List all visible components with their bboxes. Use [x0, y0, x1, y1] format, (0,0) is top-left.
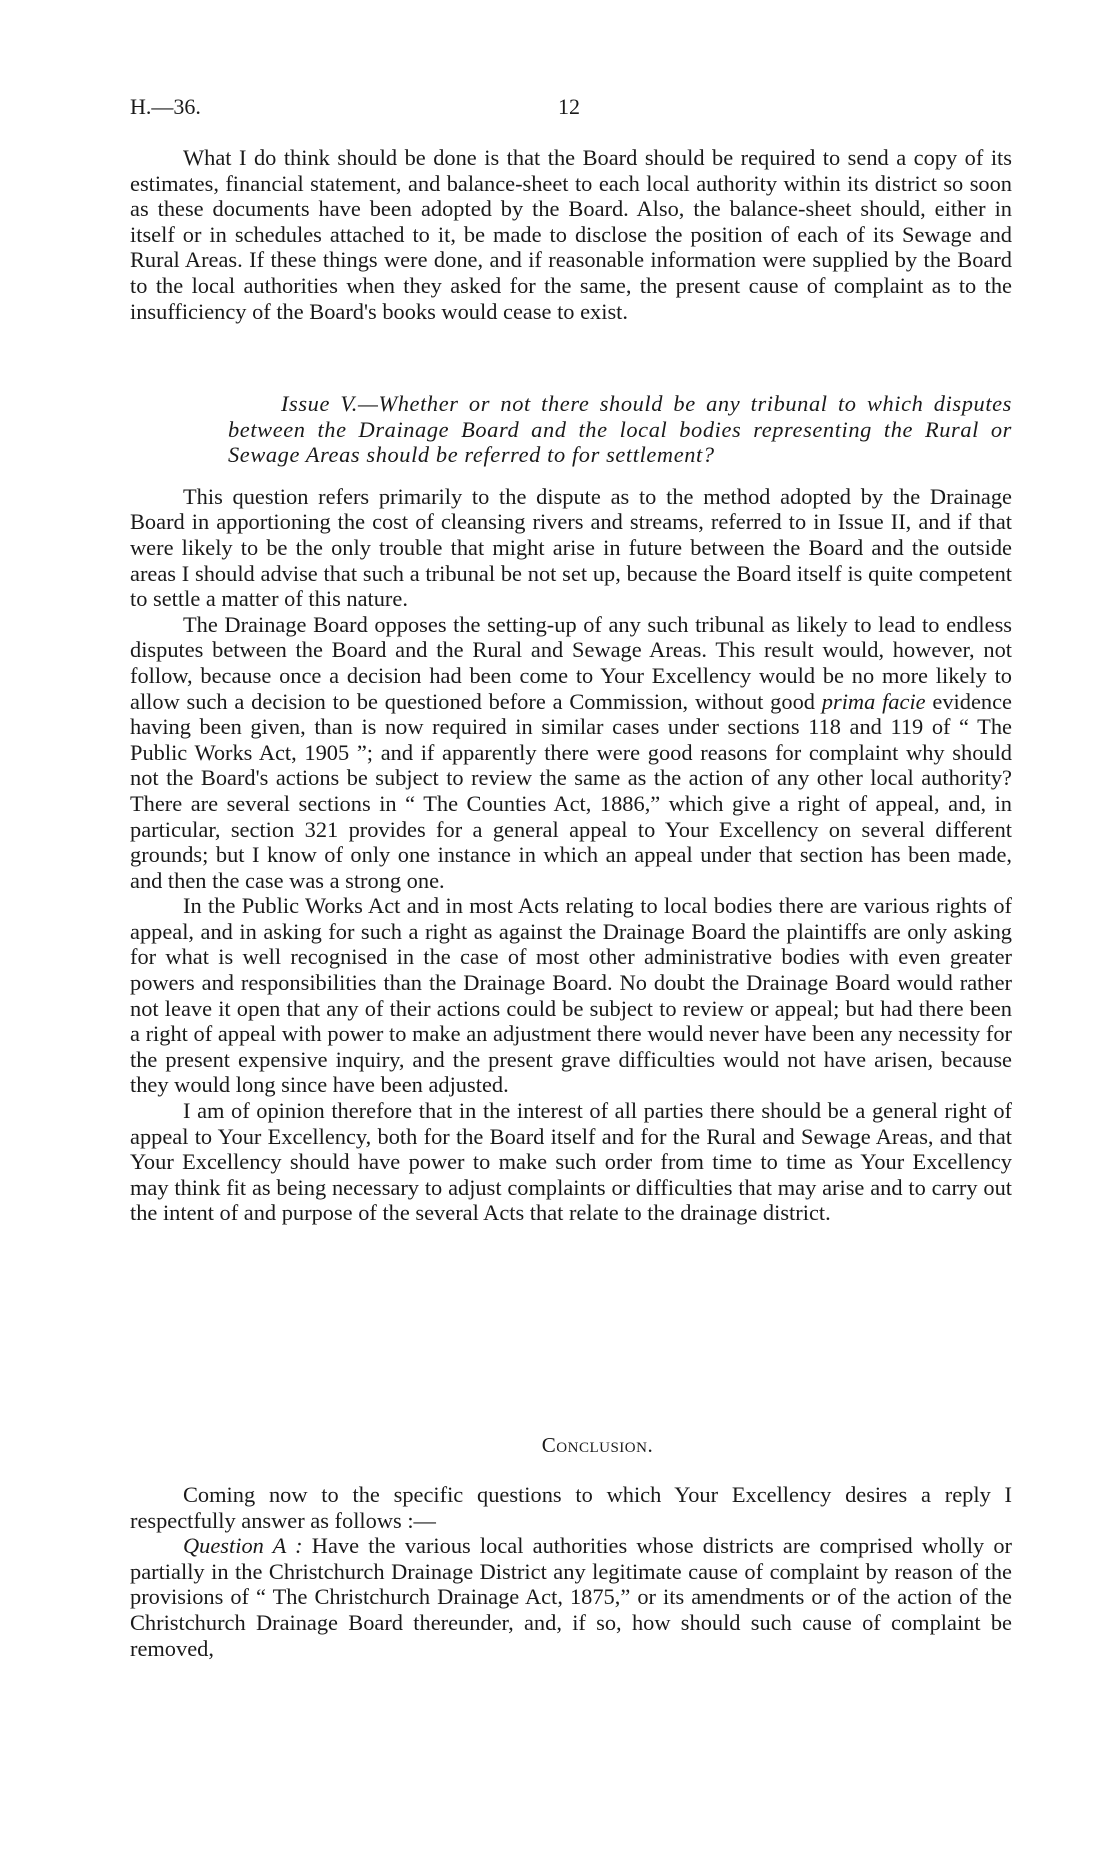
page-header: [130, 94, 1010, 122]
page-number: 12: [558, 94, 580, 119]
paragraph-balance-sheet: What I do think should be done is that the Board should be required to send a copy of its estimates, financial statement, and balance-sheet to each local authority within its district so soon as these documents have been adopted by the Board. Also, the balance-sheet should, either in itself or in schedules attached to it, be made to disclose the position of each of its Sewage and Rural Areas. If these things were done, and if reasonable information were supplied by the Board to the local authorities when they asked for the same, the present cause of complaint as to the insufficiency of the Board's books would cease to exist.: [130, 145, 1012, 324]
paragraph-question-a: [130, 1533, 1012, 1661]
question-a-label: Question A :: [183, 1533, 303, 1559]
question-a-text: Have the various local authorities whose districts are comprised wholly or partially in the Christchurch Drainage District any legitimate cause of complaint by reason of the provisions of “ The Christchurch Drainage Act, 1875,” or its amendments or of the action of the Christchurch Drainage Board thereunder, and, if so, how should such cause of complaint be removed,: [130, 1533, 1012, 1661]
section-issue-v: [130, 391, 1012, 1226]
paragraph-specific-questions: Coming now to the specific questions to which Your Excellency desires a reply I respectfully answer as follows :—: [130, 1482, 1012, 1533]
paragraph-board-opposes: The Drainage Board opposes the setting-up of any such tribunal as likely to lead to endless disputes between the Board and the Rural and Sewage Areas. This result would, however, not follow, because once a decision had been come to Your Excellency would be no more likely to allow such a decision to be questioned before a Commission, without good prima facie evidence having been given, than is now required in similar cases under sections 118 and 119 of “ The Public Works Act, 1905 ”; and if apparently there were good reasons for complaint why should not the Board's actions be subject to review the same as the action of any other local authority? There are several sections in “ The Counties Act, 1886,” which give a right of appeal, and, in particular, section 321 provides for a general appeal to Your Excellency on several different grounds; but I know of only one instance in which an appeal under that section has been made, and then the case was a strong one.: [130, 611, 1012, 893]
conclusion-heading: Conclusion.: [541, 1433, 654, 1457]
section-conclusion: [130, 1482, 1012, 1661]
issue-v-heading: Issue V.—Whether or not there should be any tribunal to which disputes between the Drainage Board and the local bodies representing the Rural or Sewage Areas should be referred to for settlement?: [228, 391, 1012, 468]
document-reference: H.—36.: [130, 94, 201, 119]
section-board-accounts: [130, 145, 1012, 324]
italic-prima-facie: prima facie: [821, 688, 926, 714]
section-conclusion-heading: [130, 1433, 1012, 1459]
paragraph-opinion: I am of opinion therefore that in the interest of all parties there should be a general right of appeal to Your Excellency, both for the Board itself and for the Rural and Sewage Areas, and that Your Excellency should have power to make such order from time to time as Your Excellency may think fit as being necessary to adjust complaints or difficulties that may arise and to carry out the intent of and purpose of the several Acts that relate to the drainage district.: [130, 1098, 1012, 1226]
paragraph-tribunal-question: This question refers primarily to the dispute as to the method adopted by the Drainage Board in apportioning the cost of cleansing rivers and streams, referred to in Issue II, and if that were likely to be the only trouble that might arise in future between the Board and the outside areas I should advise that such a tribunal be not set up, because the Board itself is quite competent to settle a matter of this nature.: [130, 483, 1012, 612]
paragraph-rights-of-appeal: In the Public Works Act and in most Acts relating to local bodies there are various rights of appeal, and in asking for such a right as against the Drainage Board the plaintiffs are only asking for what is well recognised in the case of most other administrative bodies with even greater powers and responsibilities than the Drainage Board. No doubt the Drainage Board would rather not leave it open that any of their actions could be subject to review or appeal; but had there been a right of appeal with power to make an adjustment there would never have been any necessity for the present expensive inquiry, and the present grave difficulties would not have arisen, because they would long since have been adjusted.: [130, 893, 1012, 1098]
